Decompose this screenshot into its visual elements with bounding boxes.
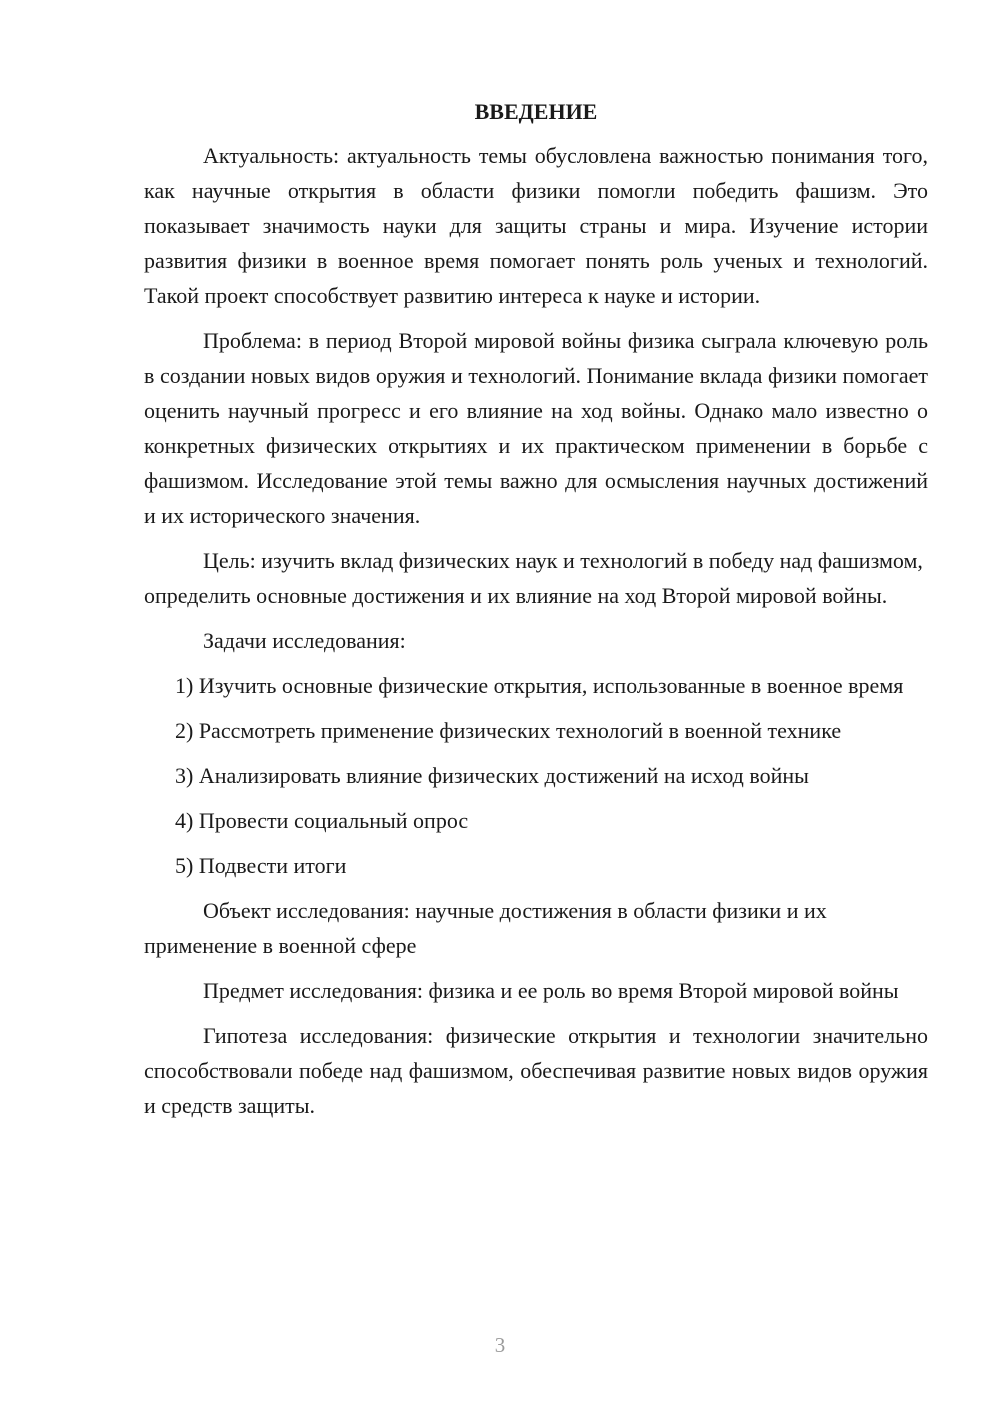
task-item: 1) Изучить основные физические открытия, использованные в военное время <box>175 673 904 698</box>
problem-paragraph: Проблема: в период Второй мировой войны физика сыграла ключевую роль в создании новых видов оружия и технологий. Понимание вклада физики помогает оценить научный прогресс и его влияние на ход войны. Однако мало известно о конкретных физических открытиях и их практическом применении в борьбе с фашизмом. Исследование этой темы важно для осмысления научных достижений и их исторического значения. <box>144 328 928 528</box>
hypothesis-paragraph: Гипотеза исследования: физические открытия и технологии значительно способствовали победе над фашизмом, обеспечивая развитие новых видов оружия и средств защиты. <box>144 1023 928 1118</box>
relevance-paragraph: Актуальность: актуальность темы обусловлена важностью понимания того, как научные открытия в области физики помогли победить фашизм. Это показывает значимость науки для защиты страны и мира. Изучение истории развития физики в военное время помогает понять роль ученых и технологий. Такой проект способствует развитию интереса к науке и истории. <box>144 143 928 308</box>
page-content <box>144 94 928 1133</box>
subject-paragraph: Предмет исследования: физика и ее роль во время Второй мировой войны <box>203 978 899 1003</box>
page-number: 3 <box>494 1333 506 1357</box>
section-title: ВВЕДЕНИЕ <box>474 99 598 124</box>
task-item: 4) Провести социальный опрос <box>175 808 469 833</box>
task-item: 3) Анализировать влияние физических достижений на исход войны <box>175 763 809 788</box>
task-item: 5) Подвести итоги <box>175 853 347 878</box>
goal-paragraph: Цель: изучить вклад физических наук и технологий в победу над фашизмом, определить основные достижения и их влияние на ход Второй мировой войны. <box>144 548 923 608</box>
tasks-heading: Задачи исследования: <box>203 628 406 653</box>
tasks-list <box>144 668 928 883</box>
object-paragraph: Объект исследования: научные достижения в области физики и их применение в военной сфере <box>144 898 827 958</box>
task-item: 2) Рассмотреть применение физических технологий в военной технике <box>175 718 842 743</box>
